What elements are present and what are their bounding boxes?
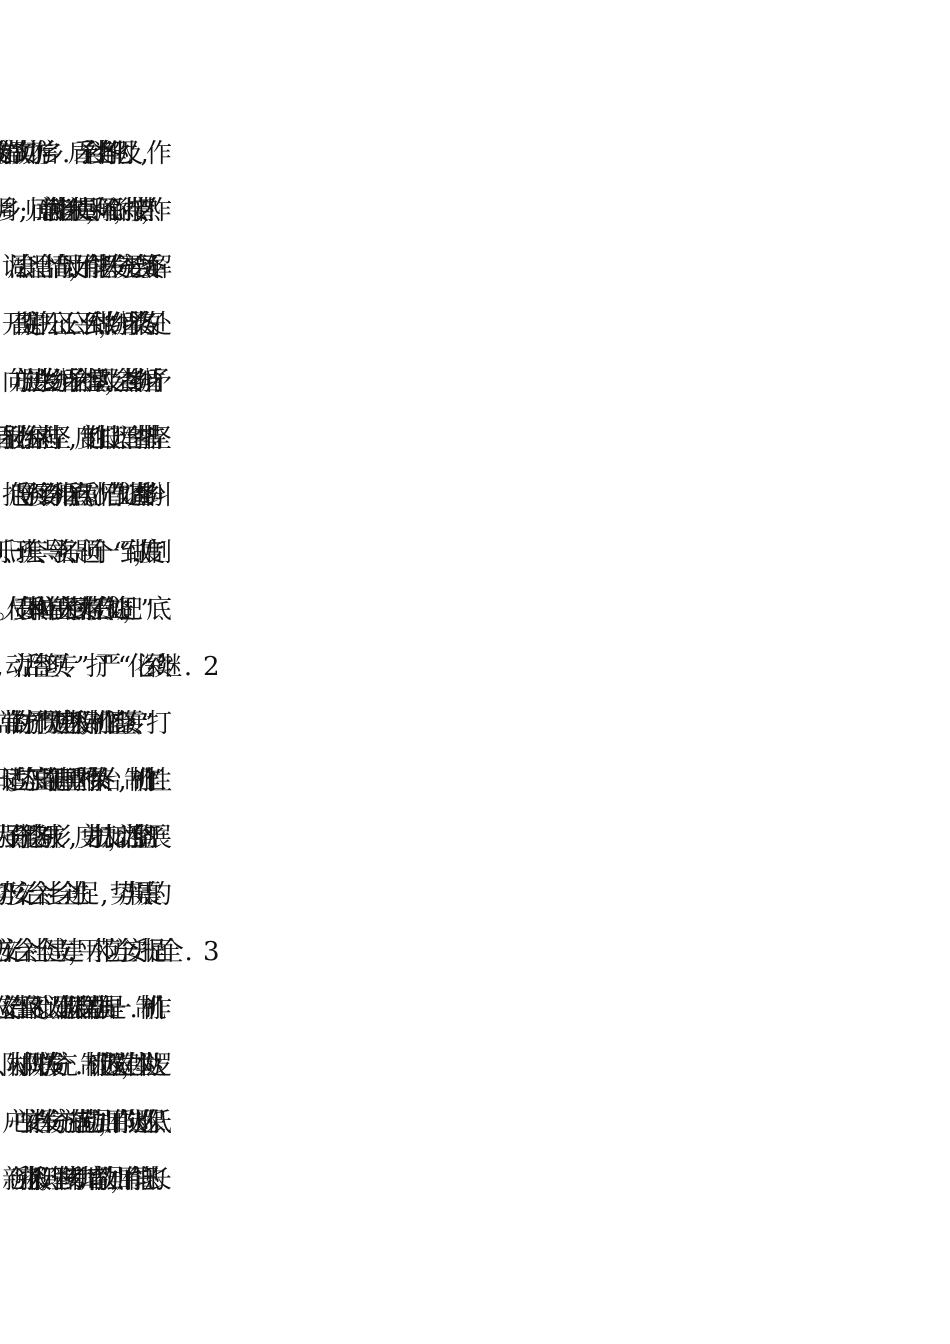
text-line: [146, 704, 950, 744]
text-line: [146, 761, 950, 801]
text-line: [146, 818, 950, 858]
text-line: [146, 875, 950, 915]
text-line: [146, 305, 950, 345]
paragraph-start-line: [203, 932, 950, 972]
text-line: [146, 533, 950, 573]
text-line: [146, 476, 950, 516]
text-line: [146, 419, 950, 459]
text-line: [146, 134, 950, 174]
text-line: [146, 590, 950, 630]
text-line: [146, 1103, 950, 1143]
text-line: [146, 989, 950, 1029]
text-line: [146, 1160, 950, 1200]
text-line: [146, 248, 950, 288]
text-line: [146, 362, 950, 402]
text-line: [146, 1046, 950, 1086]
paragraph-start-line: [203, 647, 950, 687]
text-line: [146, 191, 950, 231]
